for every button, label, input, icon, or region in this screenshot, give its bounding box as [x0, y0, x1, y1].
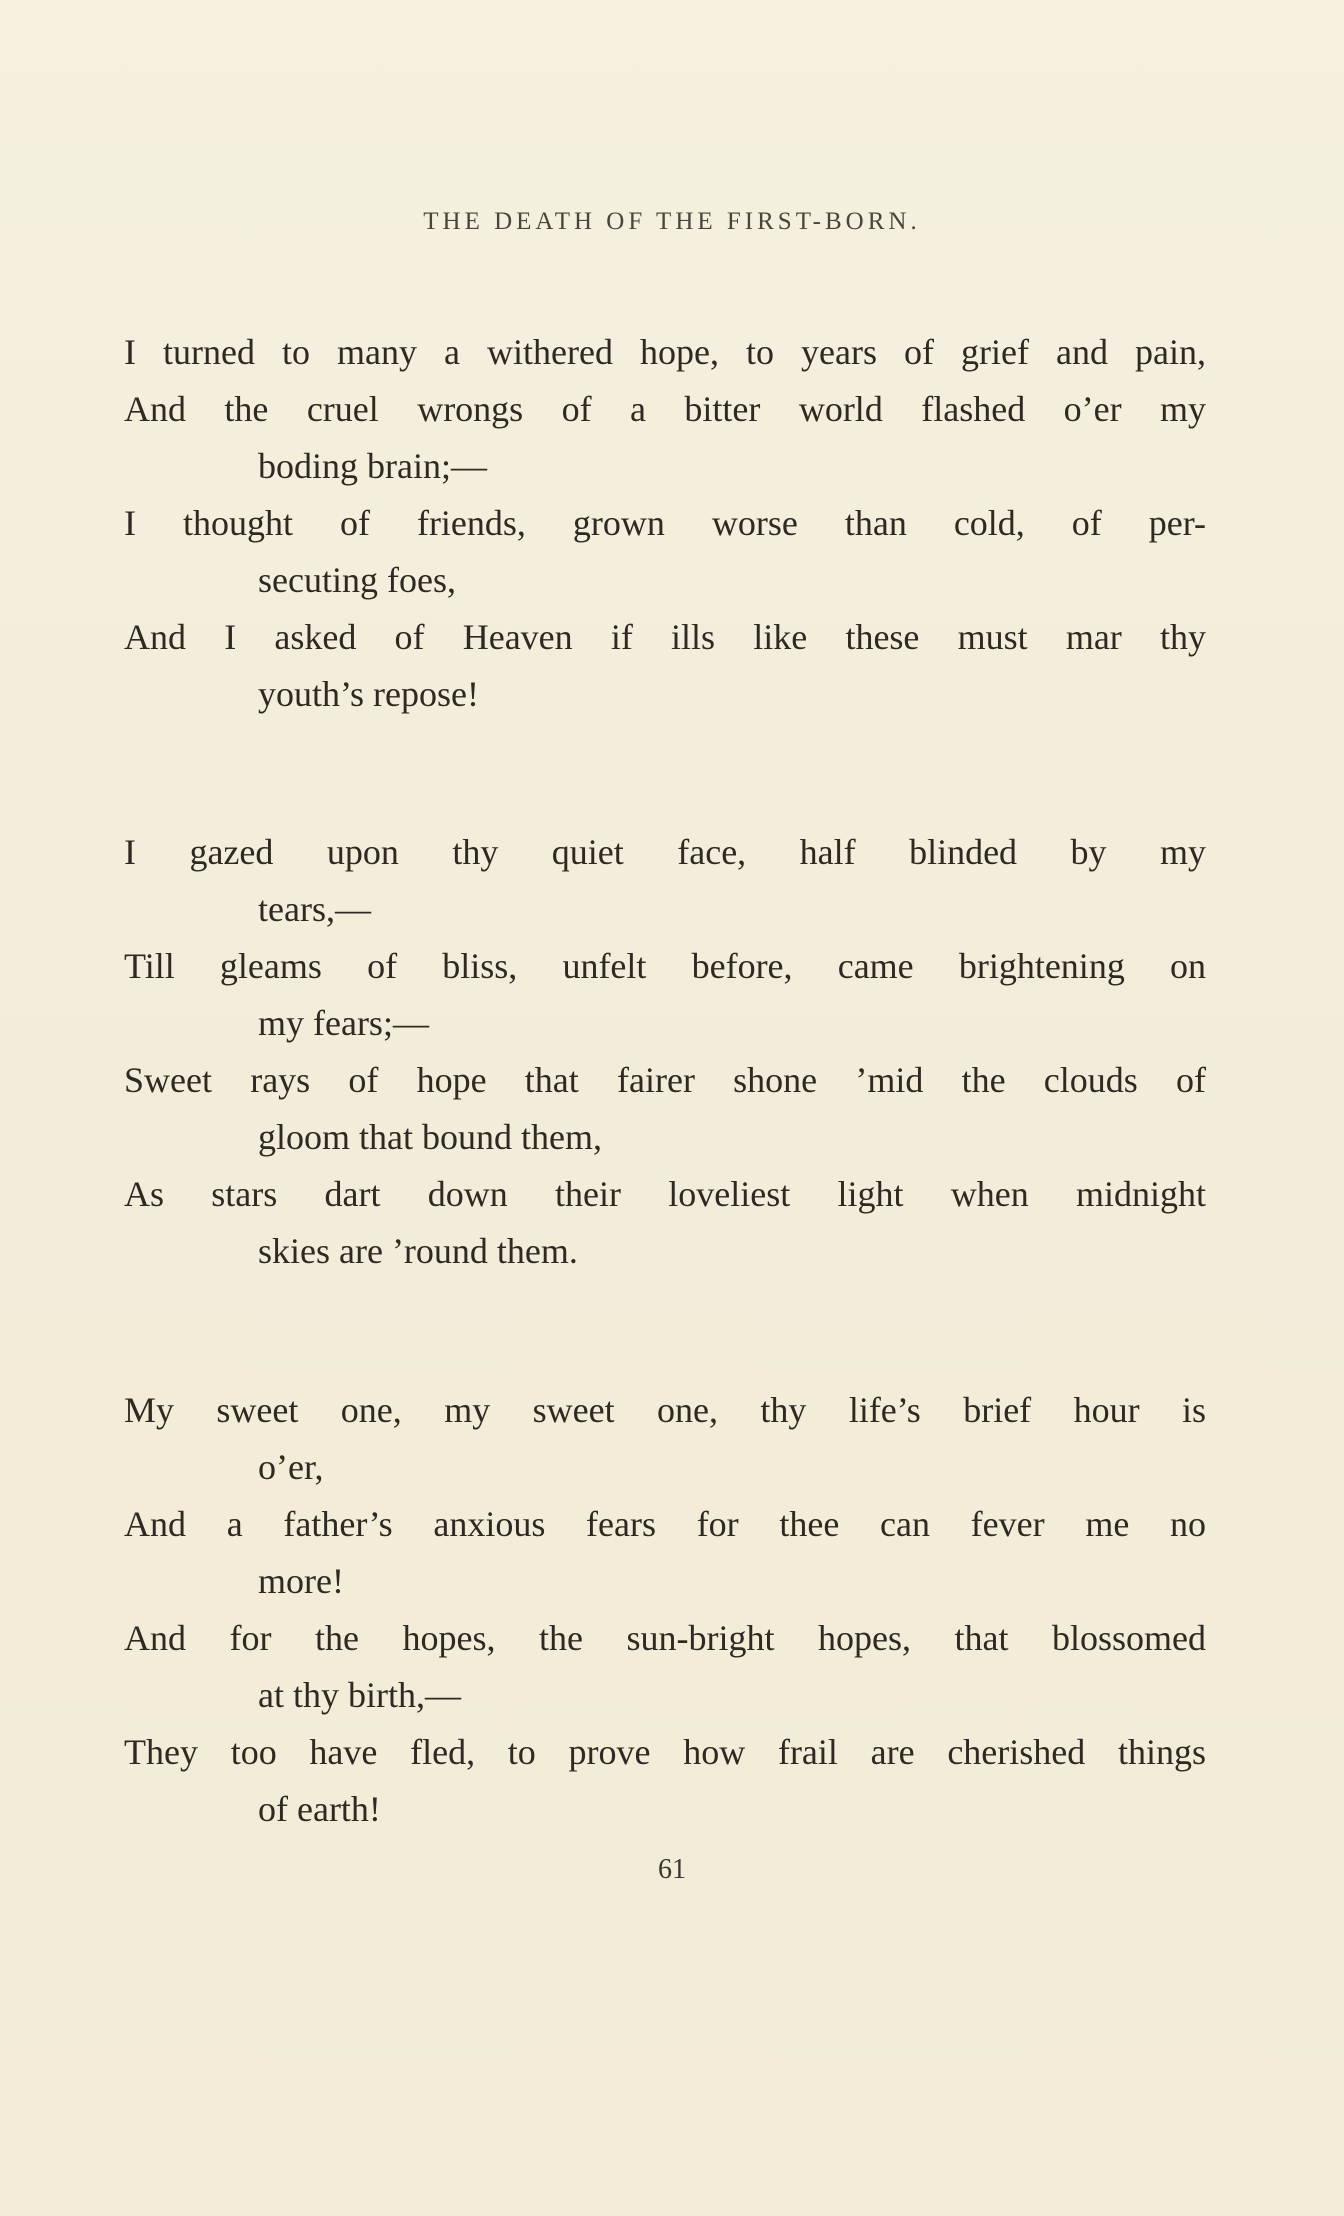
verse-line-continuation: at thy birth,—: [258, 1675, 461, 1715]
verse-line: My sweet one, my sweet one, thy life’s brief hour is: [124, 1390, 1206, 1430]
page-number: 61: [658, 1854, 686, 1885]
verse-line: I gazed upon thy quiet face, half blinded by my: [124, 832, 1206, 872]
verse-line: I thought of friends, grown worse than cold, of per-: [124, 503, 1206, 543]
running-head: THE DEATH OF THE FIRST-BORN.: [423, 208, 921, 235]
verse-line-continuation: tears,—: [258, 889, 371, 929]
stanza-1: [124, 324, 1206, 723]
verse-line: They too have fled, to prove how frail are cherished things: [124, 1732, 1206, 1772]
verse-line: And a father’s anxious fears for thee can fever me no: [124, 1504, 1206, 1544]
verse-line: And for the hopes, the sun-bright hopes, that blossomed: [124, 1618, 1206, 1658]
verse-line-continuation: of earth!: [258, 1789, 381, 1829]
verse-line: Till gleams of bliss, unfelt before, came brightening on: [124, 946, 1206, 986]
verse-line-continuation: secuting foes,: [258, 560, 456, 600]
stanza-3: [124, 1382, 1206, 1838]
verse-line: Sweet rays of hope that fairer shone ’mid the clouds of: [124, 1060, 1206, 1100]
stanza-2: [124, 824, 1206, 1280]
verse-line-continuation: my fears;—: [258, 1003, 429, 1043]
verse-line: I turned to many a withered hope, to years of grief and pain,: [124, 332, 1206, 372]
verse-line-continuation: boding brain;—: [258, 446, 487, 486]
verse-line-continuation: o’er,: [258, 1447, 324, 1487]
verse-line: And I asked of Heaven if ills like these must mar thy: [124, 617, 1206, 657]
verse-line: And the cruel wrongs of a bitter world flashed o’er my: [124, 389, 1206, 429]
verse-line-continuation: skies are ’round them.: [258, 1231, 578, 1271]
verse-line: As stars dart down their loveliest light when midnight: [124, 1174, 1206, 1214]
verse-line-continuation: gloom that bound them,: [258, 1117, 602, 1157]
verse-line-continuation: youth’s repose!: [258, 674, 479, 714]
verse-line-continuation: more!: [258, 1561, 344, 1601]
